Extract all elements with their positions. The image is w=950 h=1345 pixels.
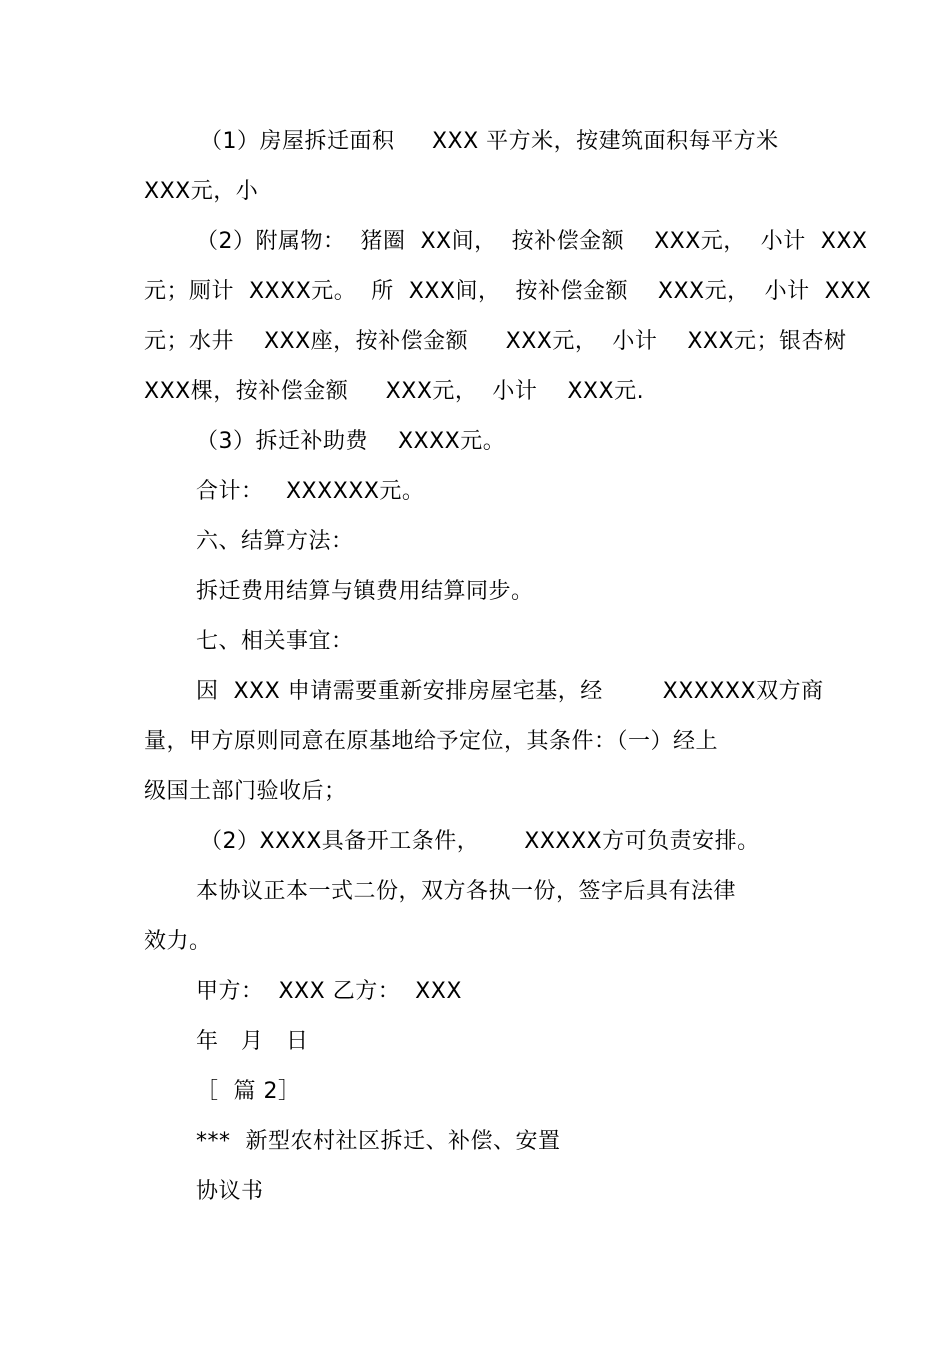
text-line-relocation-end: 级国土部门验收后； bbox=[144, 779, 347, 804]
text-line-attachments: （2）附属物： 猪圈 XX间， 按补偿金额 XXX元， 小计 XXX bbox=[196, 229, 868, 254]
text-line-subsidy: （3）拆迁补助费 XXXX元。 bbox=[196, 429, 506, 454]
text-line-ginkgo: XXX棵，按补偿金额 XXX元， 小计 XXX元. bbox=[144, 379, 645, 404]
text-line-relocation-cont: 量，甲方原则同意在原基地给予定位，其条件：（一）经上 bbox=[144, 729, 719, 754]
text-line-title: *** 新型农村社区拆迁、补偿、安置 bbox=[196, 1129, 561, 1154]
text-line-copies-cont: 效力。 bbox=[144, 929, 212, 954]
text-line-date: 年 月 日 bbox=[196, 1029, 309, 1054]
text-line-condition-2: （2）XXXX具备开工条件， XXXXX方可负责安排。 bbox=[200, 829, 760, 854]
text-line-agreement: 协议书 bbox=[196, 1179, 264, 1204]
text-line-chapter: ［ 篇 2］ bbox=[196, 1079, 301, 1104]
text-line-total: 合计： XXXXXX元。 bbox=[196, 479, 425, 504]
text-line-toilet: 元；厕计 XXXX元。 所 XXX间， 按补偿金额 XXX元， 小计 XXX bbox=[144, 279, 872, 304]
text-line-relocation: 因 XXX 申请需要重新安排房屋宅基，经 XXXXXX双方商 bbox=[196, 679, 824, 704]
text-line-parties: 甲方： XXX 乙方： XXX bbox=[196, 979, 462, 1004]
text-line-area: （1）房屋拆迁面积 XXX 平方米，按建筑面积每平方米 bbox=[200, 129, 779, 154]
text-line-well: 元；水井 XXX座，按补偿金额 XXX元， 小计 XXX元；银杏树 bbox=[144, 329, 847, 354]
text-line-area-cont: XXX元，小 bbox=[144, 179, 259, 204]
text-line-settlement: 拆迁费用结算与镇费用结算同步。 bbox=[196, 579, 534, 604]
section-heading-settlement: 六、结算方法： bbox=[196, 529, 354, 554]
text-line-copies: 本协议正本一式二份，双方各执一份，签字后具有法律 bbox=[196, 879, 737, 904]
section-heading-related: 七、相关事宜： bbox=[196, 629, 354, 654]
